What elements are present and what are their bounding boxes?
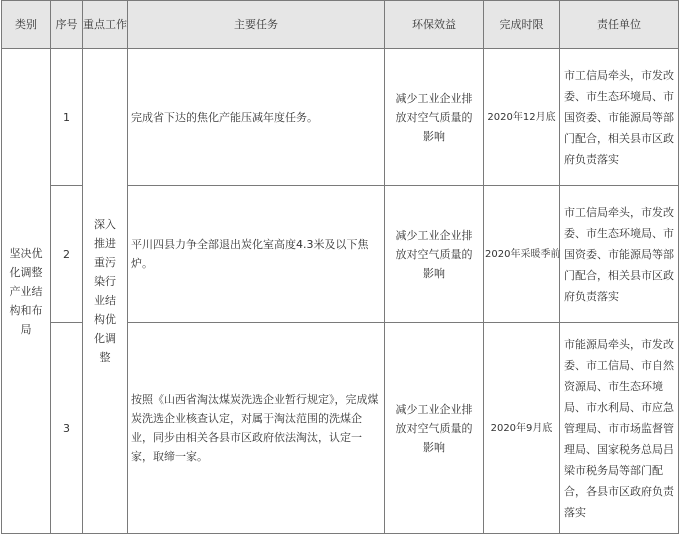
benefit-cell: 减少工业企业排放对空气质量的影响	[385, 323, 484, 534]
task-cell: 完成省下达的焦化产能压减年度任务。	[128, 49, 385, 186]
header-task: 主要任务	[128, 1, 385, 49]
deadline-cell: 2020年采暖季前	[484, 186, 560, 323]
unit-cell: 市能源局牵头，市发改委、市工信局、市自然资源局、市生态环境局、市水利局、市应急管理局、市市场监督管理局、国家税务总局吕梁市税务局等部门配合，各县市区政府负责落实	[560, 323, 679, 534]
header-category: 类别	[2, 1, 51, 49]
header-benefit: 环保效益	[385, 1, 484, 49]
header-deadline: 完成时限	[484, 1, 560, 49]
task-cell: 平川四县力争全部退出炭化室高度4.3米及以下焦炉。	[128, 186, 385, 323]
table-row	[2, 49, 679, 186]
header-seq: 序号	[51, 1, 83, 49]
header-unit: 责任单位	[560, 1, 679, 49]
benefit-cell: 减少工业企业排放对空气质量的影响	[385, 49, 484, 186]
benefit-cell: 减少工业企业排放对空气质量的影响	[385, 186, 484, 323]
unit-cell: 市工信局牵头，市发改委、市生态环境局、市国资委、市能源局等部门配合，相关县市区政府负责落实	[560, 49, 679, 186]
task-cell: 按照《山西省淘汰煤炭洗选企业暂行规定》，完成煤炭洗选企业核查认定，对属于淘汰范围的洗煤企业，同步由相关各县市区政府依法淘汰，认定一家，取缔一家。	[128, 323, 385, 534]
category-cell: 坚决优化调整产业结构和布局	[2, 49, 51, 534]
seq-cell: 2	[51, 186, 83, 323]
header-key-work: 重点工作	[83, 1, 128, 49]
deadline-cell: 2020年12月底	[484, 49, 560, 186]
seq-cell: 3	[51, 323, 83, 534]
deadline-cell: 2020年9月底	[484, 323, 560, 534]
header-row	[2, 1, 679, 49]
unit-cell: 市工信局牵头，市发改委、市生态环境局、市国资委、市能源局等部门配合，相关县市区政府负责落实	[560, 186, 679, 323]
seq-cell: 1	[51, 49, 83, 186]
task-table	[1, 0, 679, 534]
key-work-cell: 深入推进重污染行业结构优化调整	[83, 49, 128, 534]
